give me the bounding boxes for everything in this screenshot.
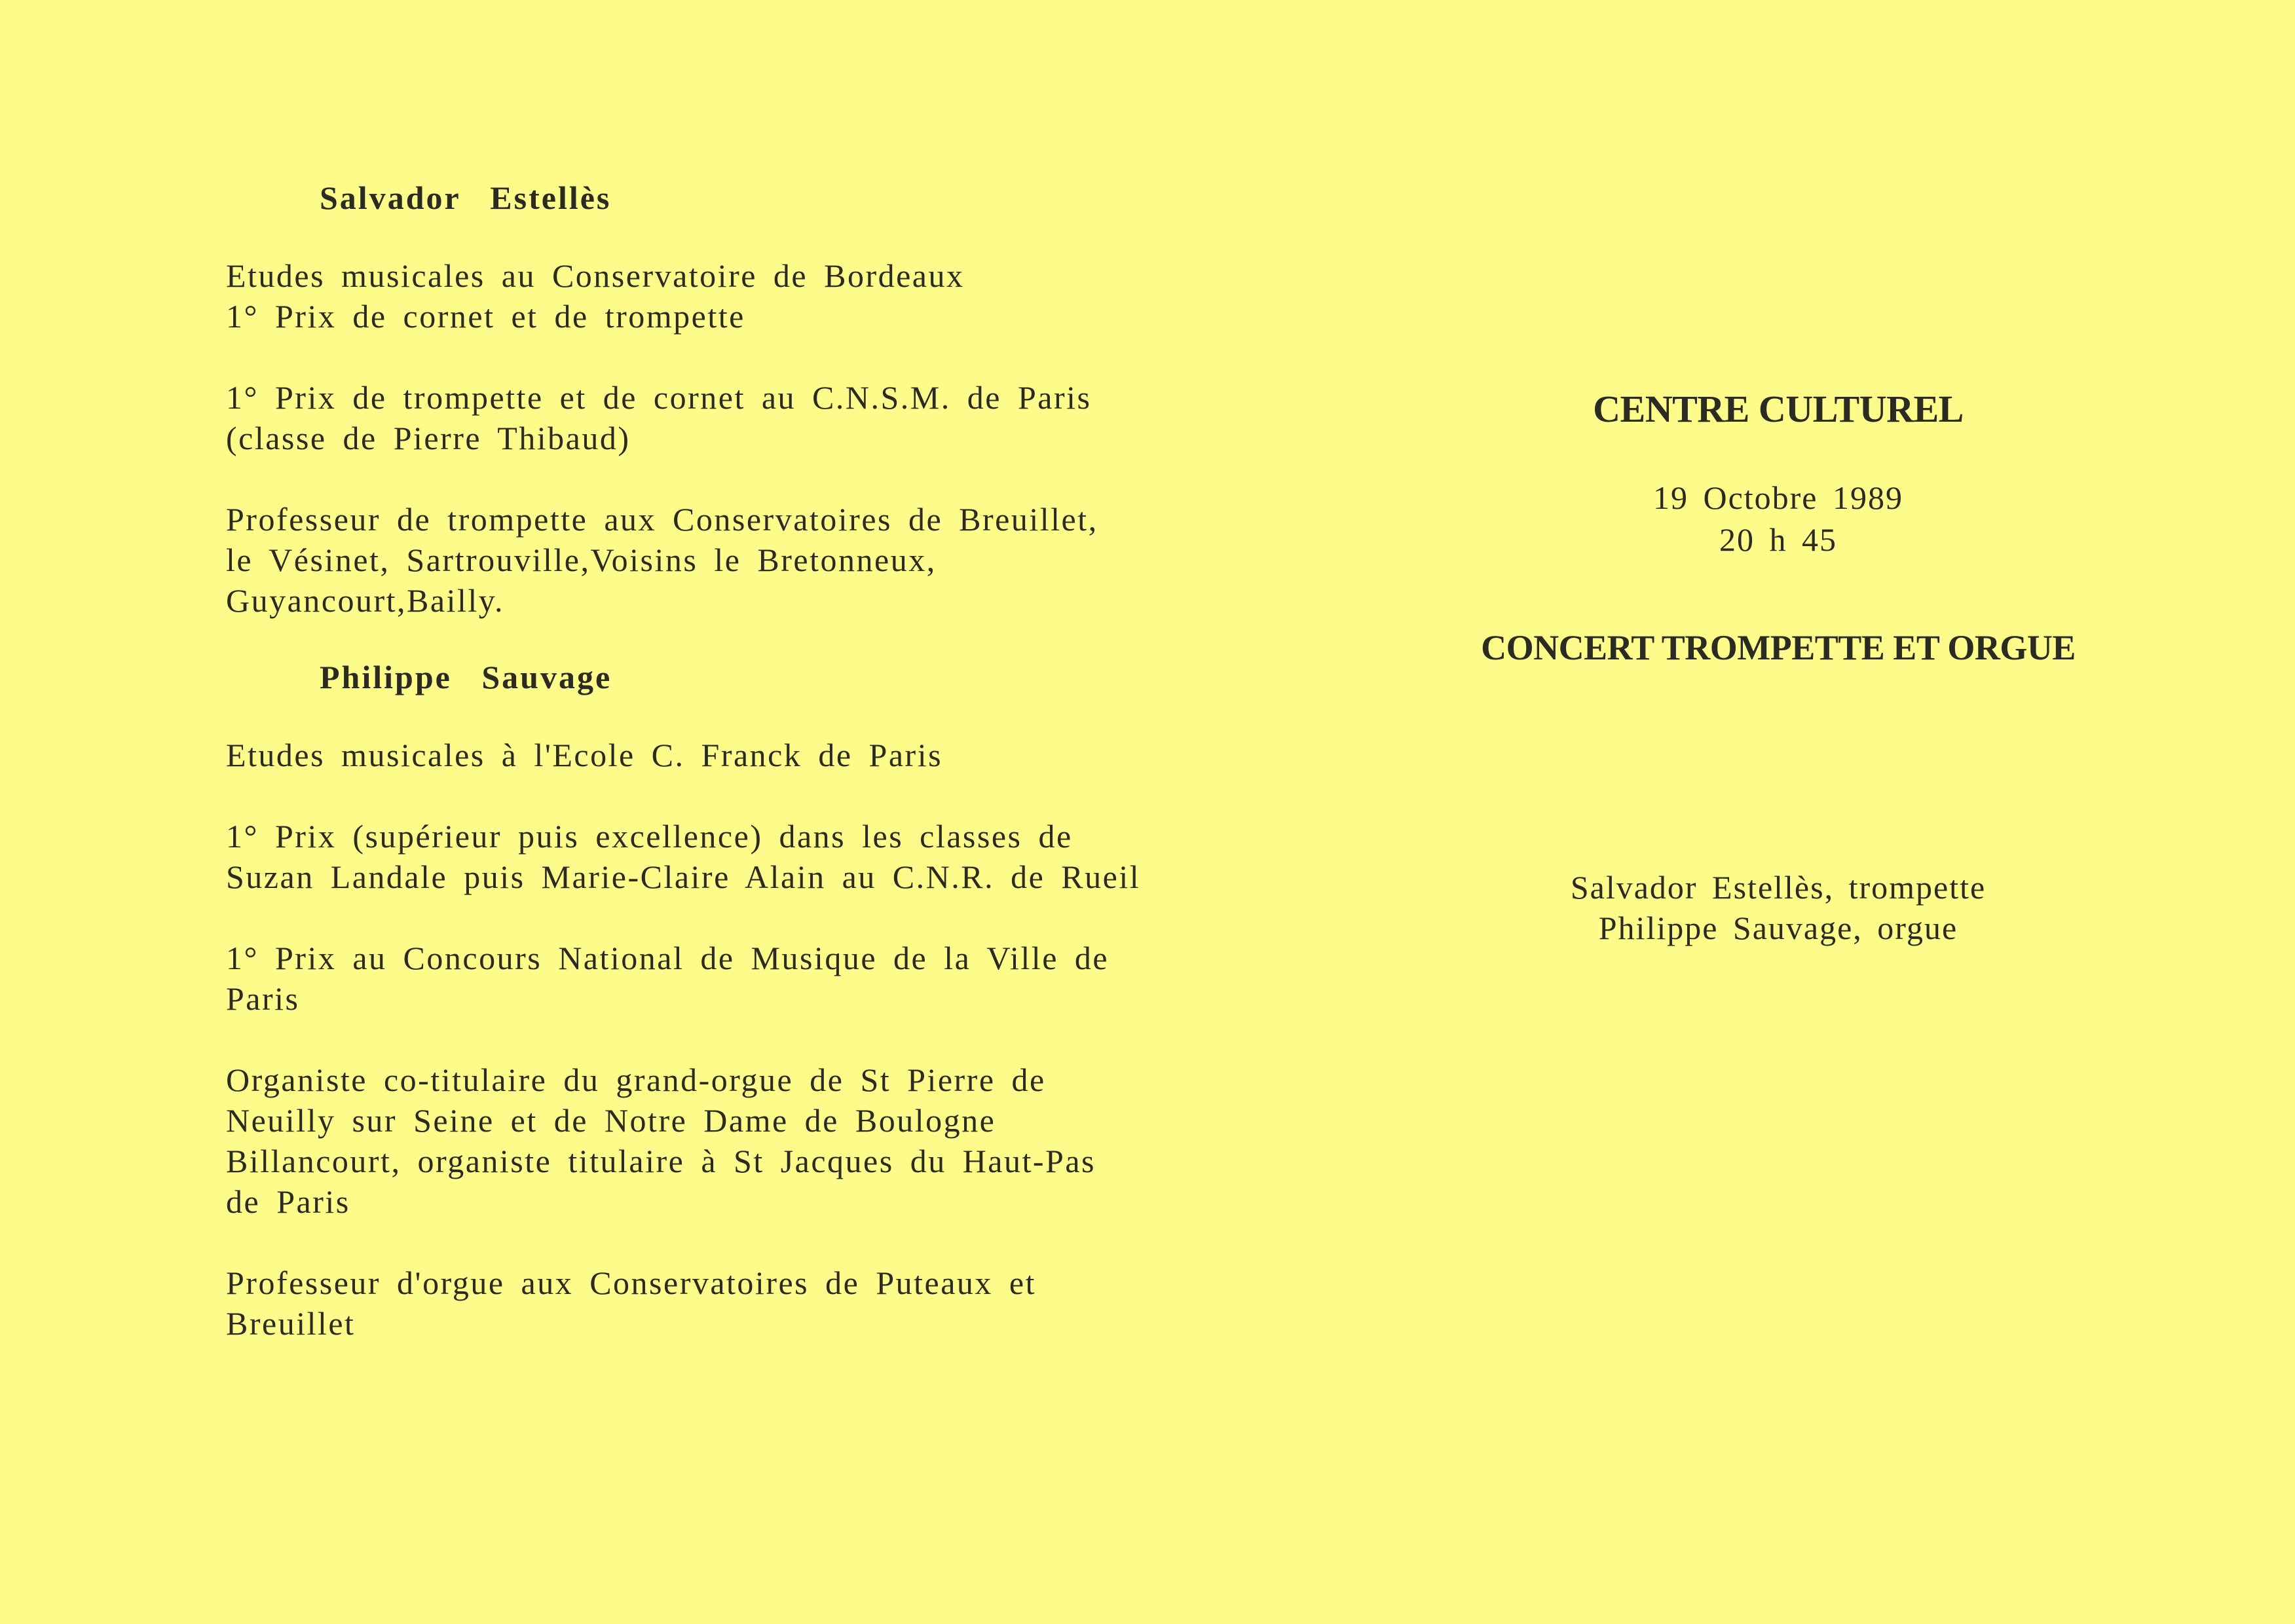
cover-panel bbox=[1415, 386, 2142, 948]
bio-paragraph bbox=[226, 816, 1189, 897]
bio-line: Organiste co-titulaire du grand-orgue de St Pierre de bbox=[226, 1061, 1046, 1098]
bio-line: 1° Prix au Concours National de Musique de la Ville de bbox=[226, 940, 1110, 976]
bio-line: Etudes musicales à l'Ecole C. Franck de Paris bbox=[226, 737, 943, 773]
bio-line: Guyancourt,Bailly. bbox=[226, 582, 505, 619]
bio-paragraph bbox=[226, 735, 1189, 775]
performer-credit: Salvador Estellès, trompette bbox=[1570, 869, 1987, 906]
performer-name-estelles: Salvador Estellès bbox=[320, 179, 612, 216]
event-time: 20 h 45 bbox=[1719, 521, 1837, 558]
venue-title: CENTRE CULTUREL bbox=[1593, 388, 1964, 430]
bio-paragraph bbox=[226, 1060, 1189, 1222]
bio-line: Breuillet bbox=[226, 1305, 356, 1342]
bio-line: Professeur de trompette aux Conservatoires de Breuillet, bbox=[226, 501, 1098, 538]
event-datetime bbox=[1415, 477, 2142, 561]
bio-line: Neuilly sur Seine et de Notre Dame de Boulogne bbox=[226, 1102, 996, 1139]
performer-list bbox=[1415, 867, 2142, 948]
bio-line: Professeur d'orgue aux Conservatoires de Puteaux et bbox=[226, 1264, 1036, 1301]
bio-line: 1° Prix de cornet et de trompette bbox=[226, 298, 745, 335]
performer-credit: Philippe Sauvage, orgue bbox=[1598, 910, 1958, 946]
bio-line: (classe de Pierre Thibaud) bbox=[226, 420, 631, 456]
bio-paragraph bbox=[226, 255, 1189, 337]
bio-line: 1° Prix (supérieur puis excellence) dans les classes de bbox=[226, 818, 1073, 855]
bio-line: 1° Prix de trompette et de cornet au C.N.S.M. de Paris bbox=[226, 379, 1092, 416]
bio-line: Paris bbox=[226, 980, 300, 1017]
bio-paragraph bbox=[226, 1263, 1189, 1344]
bio-paragraph bbox=[226, 377, 1189, 458]
biographies-panel bbox=[226, 177, 1189, 1344]
bio-line: Billancourt, organiste titulaire à St Jacques du Haut-Pas bbox=[226, 1143, 1096, 1179]
bio-line: Etudes musicales au Conservatoire de Bordeaux bbox=[226, 257, 965, 294]
bio-line: de Paris bbox=[226, 1183, 350, 1220]
concert-title: CONCERT TROMPETTE ET ORGUE bbox=[1481, 628, 2076, 667]
bio-paragraph bbox=[226, 499, 1189, 621]
event-date: 19 Octobre 1989 bbox=[1652, 479, 1904, 516]
bio-line: Suzan Landale puis Marie-Claire Alain au C.N.R. de Rueil bbox=[226, 858, 1141, 895]
performer-name-sauvage: Philippe Sauvage bbox=[320, 659, 612, 695]
bio-line: le Vésinet, Sartrouville,Voisins le Bretonneux, bbox=[226, 542, 937, 578]
bio-paragraph bbox=[226, 938, 1189, 1019]
